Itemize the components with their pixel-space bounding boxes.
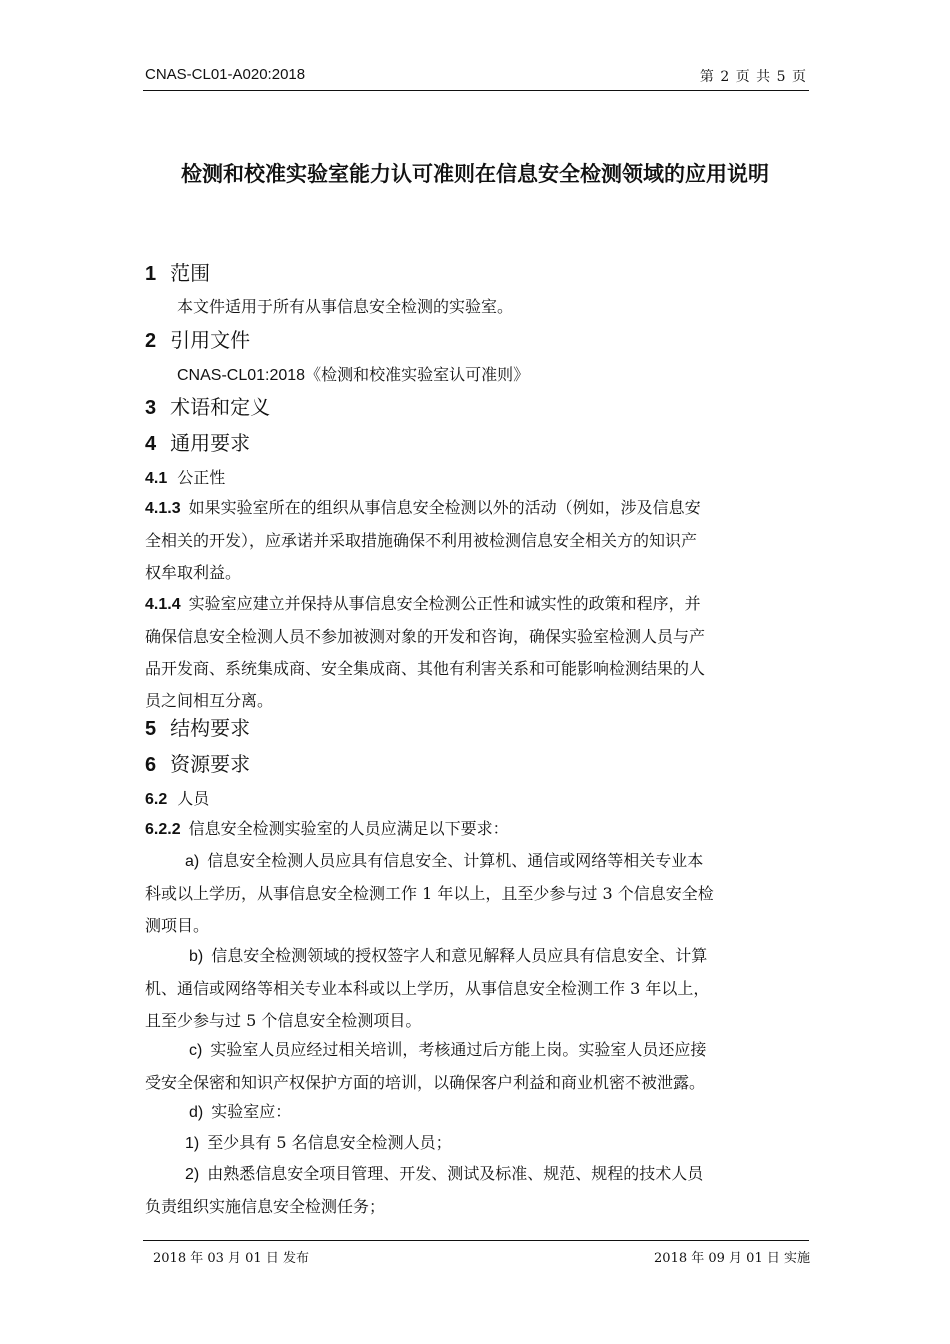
requirement-c [145,1034,811,1099]
section-3-heading [145,392,811,423]
reference-entry [145,359,843,392]
item-line: 受安全保密和知识产权保护方面的培训，以确保客户利益和商业机密不被泄露。 [145,1073,706,1092]
section-title: 引用文件 [170,328,251,352]
item-text: 至少具有 5 名信息安全检测人员； [207,1133,452,1152]
doc-code: CNAS-CL01-A020:2018 [145,66,306,83]
item-label: c) [189,1042,203,1059]
item-line: 科或以上学历，从事信息安全检测工作 1 年以上，且至少参与过 3 个信息安全检 [145,884,714,903]
clause-line: 实验室应建立并保持从事信息安全检测公正性和诚实性的政策和程序，并 [188,594,701,613]
page-indicator: 第 2 页 共 5 页 [699,69,807,85]
requirement-d [145,1096,811,1129]
subsection-title: 人员 [177,789,210,808]
item-line: 信息安全检测人员应具有信息安全、计算机、通信或网络等相关专业本 [207,851,704,870]
clause-line: 权牟取利益。 [145,563,242,582]
section-1-heading [145,258,811,289]
section-title: 结构要求 [170,716,251,740]
clause-line: 品开发商、系统集成商、安全集成商、其他有利害关系和可能影响检测结果的人 [145,659,706,678]
item-line: 机、通信或网络等相关专业本科或以上学历，从事信息安全检测工作 3 年以上， [145,979,710,998]
item-label: d) [189,1104,204,1121]
subsection-title: 公正性 [177,468,226,487]
section-title: 术语和定义 [170,395,271,419]
section-6-heading [145,749,811,780]
implement-date: 2018 年 09 月 01 日 实施 [654,1251,810,1266]
reference-title: 《检测和校准实验室认可准则》 [305,365,530,384]
clause-number: 4.1.3 [145,500,181,517]
section-number: 6 [145,754,157,776]
clause-text: 信息安全检测实验室的人员应满足以下要求： [188,819,509,838]
item-line: 测项目。 [145,916,210,935]
requirement-a [145,845,811,942]
header-rule [143,90,809,91]
clause-number: 4.1.4 [145,596,181,613]
item-line: 由熟悉信息安全项目管理、开发、测试及标准、规范、规程的技术人员 [207,1164,704,1183]
section-4-heading [145,428,811,459]
clause-line: 员之间相互分离。 [145,691,274,710]
section-title: 资源要求 [170,752,251,776]
requirement-b [145,940,811,1037]
item-line: 负责组织实施信息安全检测任务； [145,1197,386,1216]
section-title: 通用要求 [170,431,251,455]
section-number: 3 [145,397,157,419]
subsection-number: 6.2 [145,791,168,808]
subsection-4-1-heading [145,466,811,491]
item-label: b) [189,948,204,965]
clause-4-1-4 [145,588,811,717]
item-line: 且至少参与过 5 个信息安全检测项目。 [145,1011,422,1030]
footer-rule [143,1240,809,1241]
section-number: 1 [145,263,157,285]
item-text: 实验室应： [211,1102,292,1121]
reference-code: CNAS-CL01:2018 [177,367,306,384]
requirement-d-2 [145,1158,811,1223]
clause-4-1-3 [145,492,811,589]
section-5-heading [145,713,811,744]
document-title: 检测和校准实验室能力认可准则在信息安全检测领域的应用说明 [181,162,769,186]
clause-line: 全相关的开发），应承诺并采取措施确保不利用被检测信息安全相关方的知识产 [145,531,698,550]
section-1-text: 本文件适用于所有从事信息安全检测的实验室。 [177,297,514,316]
subsection-number: 4.1 [145,470,168,487]
section-2-heading [145,325,811,356]
requirement-d-1 [145,1127,811,1160]
clause-line: 如果实验室所在的组织从事信息安全检测以外的活动（例如，涉及信息安 [188,498,701,517]
publish-date: 2018 年 03 月 01 日 发布 [153,1251,309,1266]
item-label: a) [185,853,200,870]
section-title: 范围 [170,261,211,285]
section-number: 4 [145,433,157,455]
item-label: 1) [185,1135,200,1152]
item-line: 实验室人员应经过相关培训，考核通过后方能上岗。实验室人员还应接 [210,1040,707,1059]
item-line: 信息安全检测领域的授权签字人和意见解释人员应具有信息安全、计算 [211,946,708,965]
subsection-6-2-heading [145,787,811,812]
section-number: 2 [145,330,157,352]
clause-6-2-2 [145,813,811,846]
section-number: 5 [145,718,157,740]
clause-number: 6.2.2 [145,821,181,838]
item-label: 2) [185,1166,200,1183]
clause-line: 确保信息安全检测人员不参加被测对象的开发和咨询，确保实验室检测人员与产 [145,627,706,646]
